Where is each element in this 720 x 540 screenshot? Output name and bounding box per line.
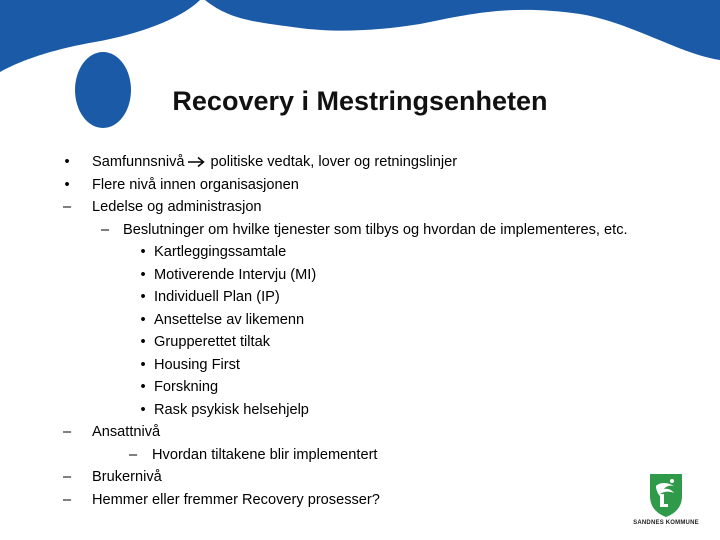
bullet-marker: •: [64, 177, 70, 193]
sub-dash-text: Hvordan tiltakene blir implementert: [152, 447, 378, 463]
tiltak-text: Rask psykisk helsehjelp: [154, 402, 309, 418]
bullet-marker: •: [140, 289, 146, 305]
bullet-text: Flere nivå innen organisasjonen: [92, 177, 299, 193]
dash-marker: –: [100, 222, 110, 238]
bullet-marker: •: [140, 379, 146, 395]
tiltak-text: Individuell Plan (IP): [154, 289, 280, 305]
dash-marker: –: [62, 469, 72, 485]
dash-text: Hemmer eller fremmer Recovery prosesser?: [92, 492, 380, 508]
bullet-marker: •: [64, 154, 70, 170]
bullet-text-part: politiske vedtak, lover og retningslinjer: [210, 154, 458, 170]
dash-text: Ledelse og administrasjon: [92, 199, 262, 215]
dash-marker: –: [62, 492, 72, 508]
bullet-text-part: Samfunnsnivå: [92, 154, 185, 170]
bullet-marker: •: [140, 312, 146, 328]
tiltak-text: Ansettelse av likemenn: [154, 312, 305, 328]
sandnes-kommune-logo: [628, 472, 704, 532]
dash-marker: –: [128, 447, 138, 463]
tiltak-text: Motiverende Intervju (MI): [154, 267, 317, 283]
logo-text: SANDNES KOMMUNE: [633, 520, 699, 526]
sandnes-coat-of-arms-icon: [628, 472, 704, 518]
tiltak-text: Forskning: [154, 379, 219, 395]
dash-text: Ansattnivå: [92, 424, 161, 440]
tiltak-text: Grupperettet tiltak: [154, 334, 270, 350]
slide-title: Recovery i Mestringsenheten: [172, 86, 548, 116]
bullet-marker: •: [140, 244, 146, 260]
bullet-marker: •: [140, 402, 146, 418]
bullet-marker: •: [140, 267, 146, 283]
tiltak-text: Kartleggingssamtale: [154, 244, 287, 260]
bullet-marker: •: [140, 357, 146, 373]
dash-text: Brukernivå: [92, 469, 162, 485]
tiltak-text: Housing First: [154, 357, 240, 373]
dash-marker: –: [62, 424, 72, 440]
sub-dash-text: Beslutninger om hvilke tjenester som tilbys og hvordan de implementeres, etc.: [123, 222, 628, 238]
dash-marker: –: [62, 199, 72, 215]
bullet-text: [92, 152, 457, 172]
arrow-right-icon: [186, 156, 206, 168]
bullet-marker: •: [140, 334, 146, 350]
